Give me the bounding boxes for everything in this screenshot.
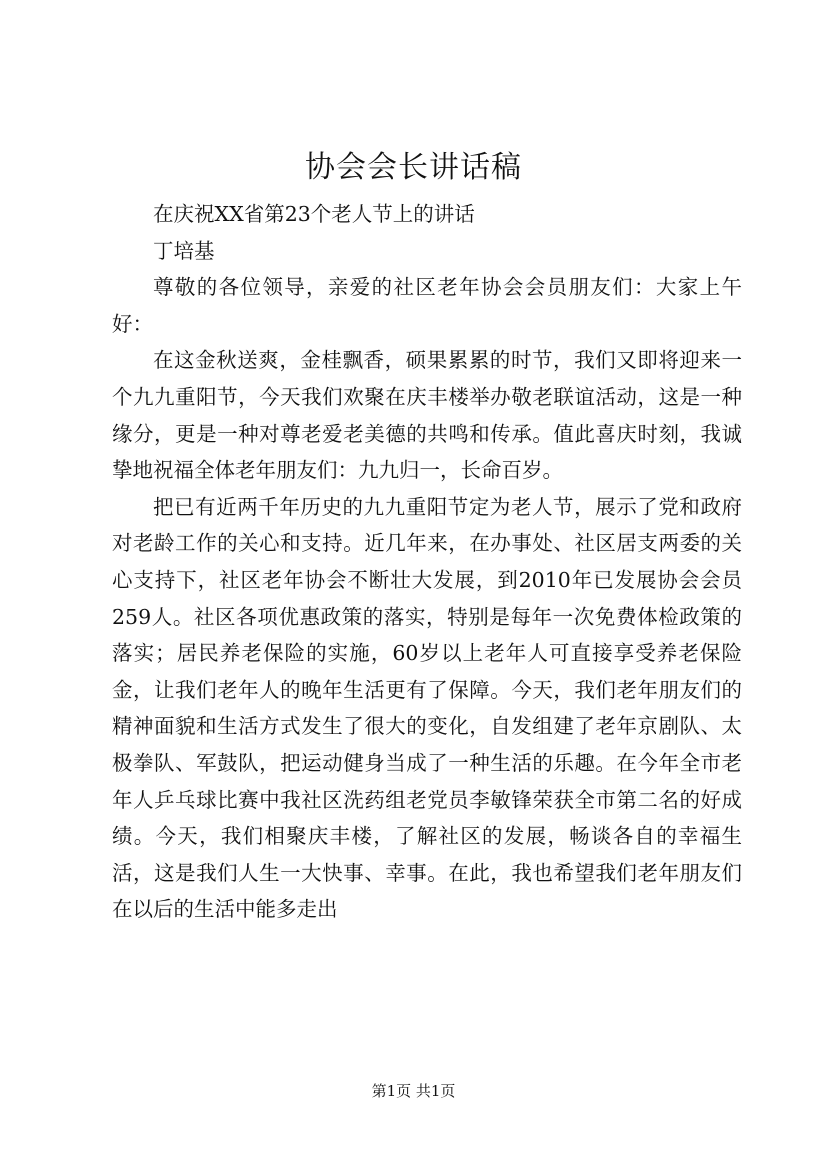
salutation-paragraph: 尊敬的各位领导，亲爱的社区老年协会会员朋友们：大家上午好： [112,275,742,336]
body-paragraph: 在这金秋送爽，金桂飘香，硕果累累的时节，我们又即将迎来一个九九重阳节，今天我们欢聚在庆丰楼举办敬老联谊活动，这是一种缘分，更是一种对尊老爱老美德的共鸣和传承。值此喜庆时刻，我诚挚地祝福全体老年朋友们：九九归一，长命百岁。 [112,348,742,483]
body-paragraph: 把已有近两千年历史的九九重阳节定为老人节，展示了党和政府对老龄工作的关心和支持。近几年来，在办事处、社区居支两委的关心支持下，社区老年协会不断壮大发展，到2010年已发展协会会员259人。社区各项优惠政策的落实，特别是每年一次免费体检政策的落实；居民养老保险的实施，60岁以上老年人可直接享受养老保险金，让我们老年人的晚年生活更有了保障。今天，我们老年朋友们的精神面貌和生活方式发生了很大的变化，自发组建了老年京剧队、太极拳队、军鼓队，把运动健身当成了一种生活的乐趣。在今年全市老年人乒乓球比赛中我社区洗药组老党员李敏锋荣获全市第二名的好成绩。今天，我们相聚庆丰楼，了解社区的发展，畅谈各自的幸福生活，这是我们人生一大快事、幸事。在此，我也希望我们老年朋友们在以后的生活中能多走出 [112,494,742,922]
document-title: 协会会长讲话稿 [305,150,522,185]
document-body [112,196,742,928]
page-footer: 第1页 共1页 [371,1082,456,1100]
speaker-name: 丁培基 [153,238,215,263]
speech-subtitle: 在庆祝XX省第23个老人节上的讲话 [153,202,475,226]
